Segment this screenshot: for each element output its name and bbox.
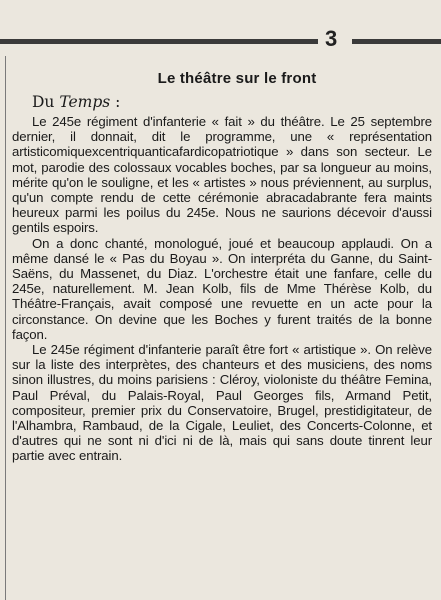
source-name: Temps bbox=[59, 93, 111, 111]
header-rule-right bbox=[352, 39, 441, 44]
article-paragraph-3: Le 245e régiment d'infanterie paraît être fort « artistique ». On relève sur la liste des interprètes, des chanteurs et des musiciens, des noms sinon illustres, du moins parisiens : Cléroy, violoniste du théâtre Femina, Paul Préval, du Palais-Royal, Paul Georges fils, Armand Petit, compositeur, premier prix du Conservatoire, Brugel, prestidigitateur, de l'Alhambra, Rambaud, de la Cigale, Leuliet, des Concerts-Colonne, et d'autres qui ne sont ni d'ici ni de là, mais qui sans doute tinrent leur partie avec entrain. bbox=[12, 342, 432, 464]
article-paragraph-1: Le 245e régiment d'infanterie « fait » du théâtre. Le 25 septembre dernier, il donnait, dit le programme, une « représentation artisticomiquexcentriquanticafardicopatriotique » dans son secteur. Le mot, parodie des colossaux vocables boches, par sa longueur au moins, mérite qu'on le souligne, et les « artistes » nous préviennent, au surplus, qu'un compte rendu de cette cérémonie abracadabrante fera maints heureux parmi les poilus du 245e. Nous ne saurions décevoir d'aussi gentils espoirs. bbox=[12, 114, 432, 236]
source-prefix: Du bbox=[32, 93, 55, 111]
article-source bbox=[32, 93, 432, 111]
article-headline: Le théâtre sur le front bbox=[157, 70, 317, 87]
page-number: 3 bbox=[325, 26, 338, 51]
header-rule bbox=[0, 26, 441, 52]
header-rule-left bbox=[0, 39, 318, 44]
source-suffix: : bbox=[110, 93, 121, 111]
article bbox=[12, 70, 432, 464]
column-margin-line bbox=[5, 56, 6, 600]
article-paragraph-2: On a donc chanté, monologué, joué et beaucoup applaudi. On a même dansé le « Pas du Boyau ». On interpréta du Ganne, du Saint-Saëns, du Massenet, du Diaz. L'orchestre était une fanfare, celle du 245e, naturellement. M. Jean Kolb, fils de Mme Thérèse Kolb, du Théâtre-Français, avait composé une revuette en un acte pour la circonstance. On devine que les Boches y furent traités de la bonne façon. bbox=[12, 235, 432, 342]
